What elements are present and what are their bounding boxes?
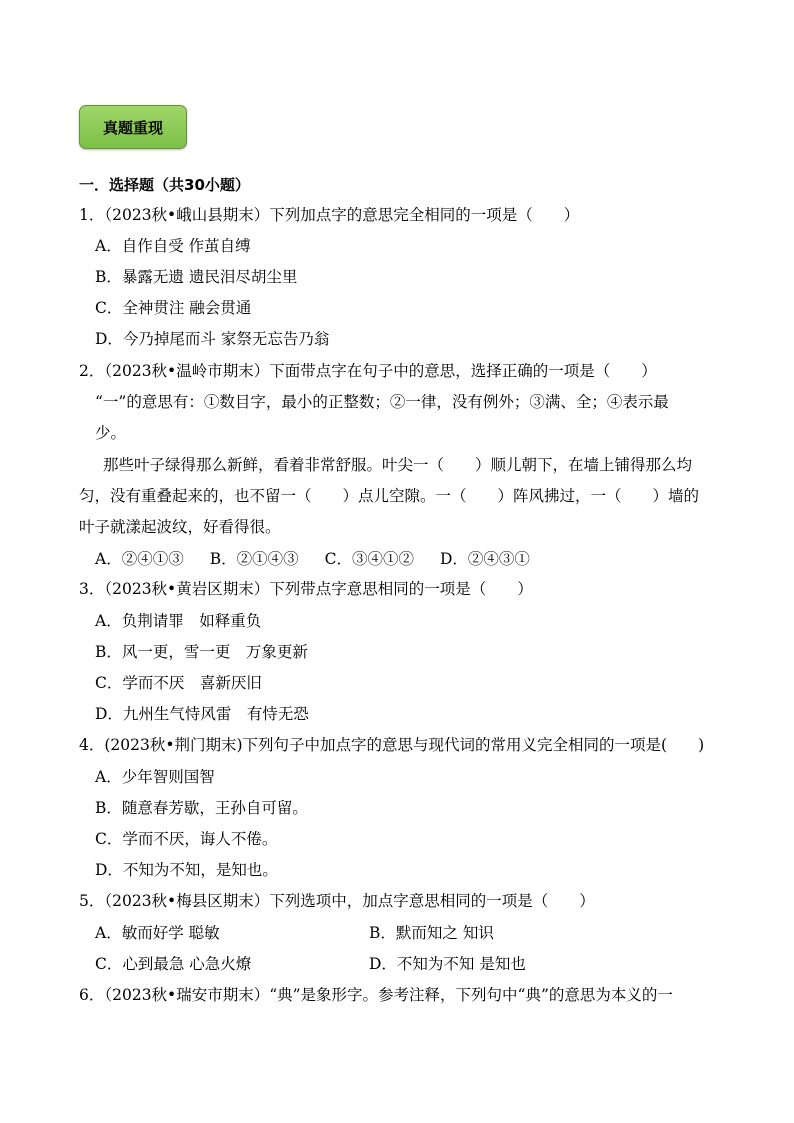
question-5-option-b: B．默而知之 知识 <box>369 924 494 942</box>
question-5-stem: 5．（2023秋•梅县区期末）下列选项中，加点字意思相同的一项是（ ） <box>79 892 595 910</box>
question-2-option-d: D．②④③① <box>439 550 530 568</box>
question-4-stem: 4．(2023秋•荆门期末)下列句子中加点字的意思与现代词的常用义完全相同的一项是( ) <box>79 736 705 754</box>
question-5-option-d: D．不知为不知 是知也 <box>369 955 526 973</box>
question-2-passage-line-2: 匀，没有重叠起来的，也不留一（ ）点儿空隙。一（ ）阵风拂过，一（ ）墙的 <box>79 487 700 505</box>
question-3-option-c: C．学而不厌 喜新厌旧 <box>95 674 262 692</box>
question-1-option-c: C．全神贯注 融会贯通 <box>95 299 252 317</box>
question-2-stem: 2．（2023秋•温岭市期末）下面带点字在句子中的意思，选择正确的一项是（ ） <box>79 362 657 380</box>
question-1-stem: 1．（2023秋•峨山县期末）下列加点字的意思完全相同的一项是（ ） <box>79 206 580 224</box>
question-2-option-c: C．③④①② <box>324 550 414 568</box>
question-2-option-a: A．②④①③ <box>95 550 184 568</box>
question-2-options <box>95 549 556 569</box>
question-4-option-b: B．随意春芳歇，王孙自可留。 <box>95 799 308 817</box>
question-2-definition-line-1: “一”的意思有：①数目字，最小的正整数；②一律，没有例外；③满、全；④表示最 <box>95 393 669 411</box>
question-2-passage-line-3: 叶子就漾起波纹，好看得很。 <box>79 518 281 536</box>
question-2-passage-line-1: 那些叶子绿得那么新鲜，看着非常舒服。叶尖一（ ）顺儿朝下，在墙上铺得那么均 <box>103 456 693 474</box>
question-5-option-a: A．敏而好学 聪敏 <box>95 924 220 942</box>
question-1-option-a: A．自作自受 作茧自缚 <box>95 237 251 255</box>
question-2-definition-line-2: 少。 <box>95 424 127 442</box>
question-3-option-b: B．风一更，雪一更 万象更新 <box>95 643 308 661</box>
section-badge: 真题重现 <box>79 105 187 149</box>
question-3-option-d: D．九州生气恃风雷 有恃无恐 <box>95 705 309 723</box>
question-6-stem: 6．（2023秋•瑞安市期末）“典”是象形字。参考注释，下列句中“典”的意思为本义的一 <box>79 986 673 1004</box>
question-3-option-a: A．负荆请罪 如释重负 <box>95 612 262 630</box>
question-5-option-c: C．心到最急 心急火燎 <box>95 955 252 973</box>
question-4-option-c: C．学而不厌，诲人不倦。 <box>95 830 278 848</box>
question-1-option-d: D．今乃掉尾而斗 家祭无忘告乃翁 <box>95 330 330 348</box>
question-4-option-a: A．少年智则国智 <box>95 768 215 786</box>
question-1-option-b: B．暴露无遗 遗民泪尽胡尘里 <box>95 268 298 286</box>
question-2-option-b: B．②①④③ <box>209 550 299 568</box>
question-4-option-d: D．不知为不知，是知也。 <box>95 861 278 879</box>
section-title: 一．选择题（共30小题） <box>79 176 250 194</box>
question-3-stem: 3．（2023秋•黄岩区期末）下列带点字意思相同的一项是（ ） <box>79 580 533 598</box>
